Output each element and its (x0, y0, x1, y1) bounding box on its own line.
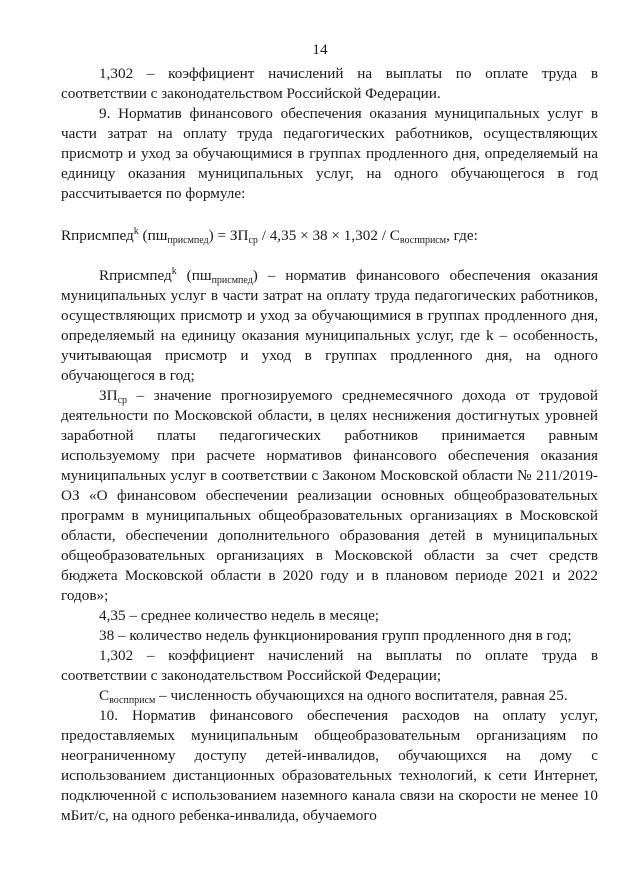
term-part: (пш (176, 267, 212, 284)
definition-c (61, 686, 598, 706)
definition-text: ) – норматив финансового обеспечения оказания муниципальных услуг в части затрат на оплату труда педагогических работников, осуществляющих присмотр и уход за обучающимися в группах продленного дня, определяемый на единицу оказания муниципальных услуг, где k – особенность, учитывающая присмотр и уход в группах продленного дня, на одного обучающегося в год; (61, 267, 598, 384)
term-sub: присмпед (211, 275, 253, 286)
formula (61, 226, 598, 246)
term-sup: k (171, 266, 177, 277)
paragraph-9: 9. Норматив финансового обеспечения оказания муниципальных услуг в части затрат на оплату труда педагогических работников, осуществляющих присмотр и уход за обучающимися в группах продленного дня, определяемый на единицу оказания муниципальных услуг, на одного обучающегося в год рассчитывается по формуле: (61, 105, 598, 202)
formula-part: , где: (446, 227, 478, 244)
paragraph-10: 10. Норматив финансового обеспечения расходов на оплату услуг, предоставляемых муниципальным общеобразовательным организациям по неограниченному доступу детей-инвалидов, обучающихся на дому с использованием дистанционных образовательных технологий, к сети Интернет, подключенной с использованием наземного канала связи на скорости не менее 10 мБит/с, на одного ребенка-инвалида, обучаемого (61, 707, 598, 824)
term: ЗП (99, 387, 118, 404)
formula-part: ) = ЗП (208, 227, 249, 244)
term: Rприсмпед (99, 267, 172, 284)
definition-coefficient: 1,302 – коэффициент начислений на выплаты по оплате труда в соответствии с законодательством Российской Федерации; (61, 647, 598, 684)
paragraph-coefficient: 1,302 – коэффициент начислений на выплаты по оплате труда в соответствии с законодательством Российской Федерации. (61, 65, 598, 102)
definition-text: – значение прогнозируемого среднемесячного дохода от трудовой деятельности по Московской области, в целях неснижения достигнутых уровней заработной платы педагогических работников принимается равным используемому при расчете нормативов финансового обеспечения оказания муниципальных услуг в соответствии с Законом Московской области № 211/2019-ОЗ «О финансовом обеспечении реализации основных общеобразовательных программ в муниципальных общеобразовательных организациях в Московской области, обеспечении дополнительного образования детей в муниципальных общеобразовательных организациях в Московской области за счет средств бюджета Московской области в 2020 году и в плановом периоде 2021 и 2022 годов»; (61, 387, 598, 604)
formula-part: / 4,35 × 38 × 1,302 / С (257, 227, 400, 244)
definition-zp (61, 386, 598, 606)
page-number: 14 (312, 41, 328, 58)
document-body (61, 64, 598, 826)
formula-sub: воспприсм (399, 235, 447, 246)
definition-text: – численность обучающихся на одного воспитателя, равная 25. (155, 687, 568, 704)
formula-part: (пш (138, 227, 168, 244)
formula-sub: присмпед (167, 235, 209, 246)
formula-sub: ср (248, 235, 258, 246)
definition-weeks-month: 4,35 – среднее количество недель в месяце; (99, 607, 380, 624)
definition-r (61, 266, 598, 386)
term: С (99, 687, 110, 704)
term-sub: ср (117, 395, 128, 406)
term-sub: воспприсм (109, 695, 156, 706)
formula-sup: k (133, 226, 139, 237)
formula-lhs: Rприсмпед (61, 227, 134, 244)
definition-weeks-year: 38 – количество недель функционирования групп продленного дня в год; (99, 627, 572, 644)
